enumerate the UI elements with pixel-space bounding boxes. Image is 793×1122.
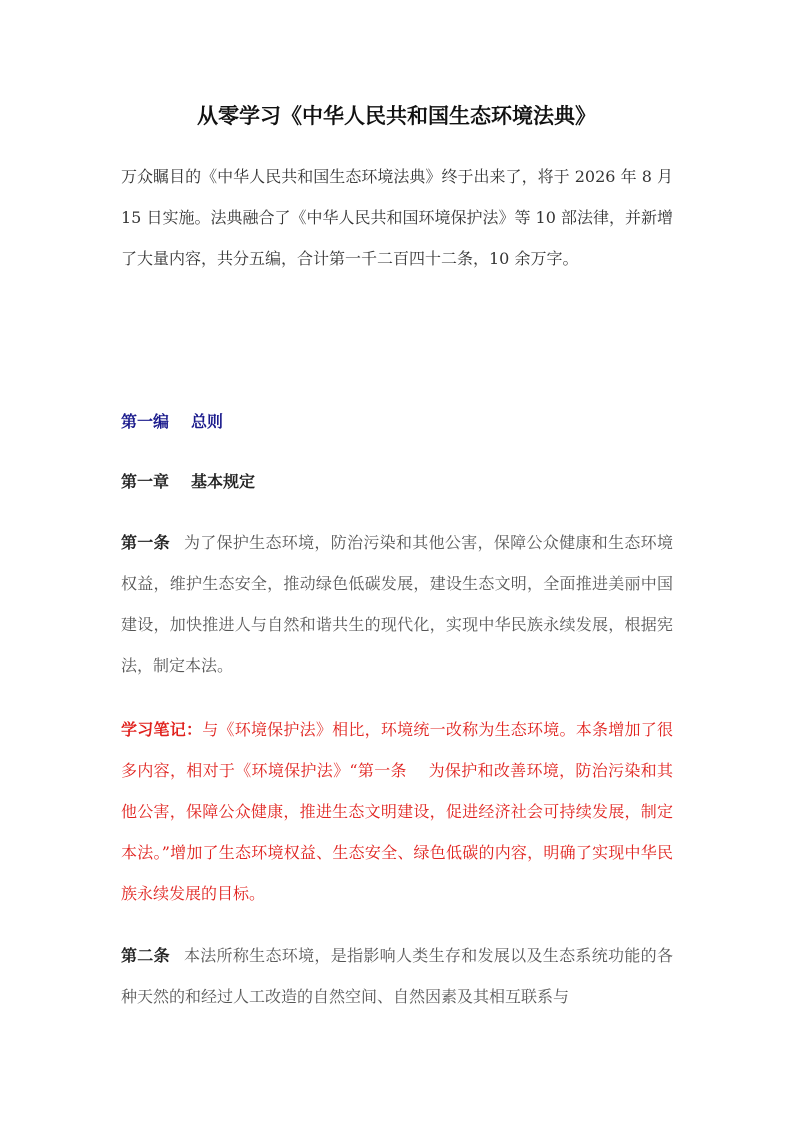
article-2-paragraph bbox=[121, 935, 673, 1017]
article-1-text: 为了保护生态环境，防治污染和其他公害，保障公众健康和生态环境权益，维护生态安全，推动绿色低碳发展，建设生态文明，全面推进美丽中国建设，加快推进人与自然和谐共生的现代化，实现中华民族永续发展，根据宪法，制定本法。 bbox=[121, 533, 673, 675]
article-1-paragraph bbox=[121, 522, 673, 686]
study-note-label: 学习笔记： bbox=[121, 720, 203, 739]
document-title: 从零学习《中华人民共和国生态环境法典》 bbox=[197, 104, 596, 128]
chapter-label: 第一章 bbox=[121, 472, 170, 491]
article-1-label: 第一条 bbox=[121, 533, 170, 552]
article-2-text: 本法所称生态环境，是指影响人类生存和发展以及生态系统功能的各种天然的和经过人工改造的自然空间、自然因素及其相互联系与 bbox=[121, 946, 673, 1006]
intro-paragraph: 万众瞩目的《中华人民共和国生态环境法典》终于出来了，将于 2026 年 8 月 15 日实施。法典融合了《中华人民共和国环境保护法》等 10 部法律，并新增了大量内容，共分五编，合计第一千二百四十二条，10 余万字。 bbox=[121, 167, 673, 268]
part-name: 总则 bbox=[191, 412, 224, 431]
chapter-name: 基本规定 bbox=[191, 472, 256, 491]
study-note-text: 与《环境保护法》相比，环境统一改称为生态环境。本条增加了很多内容，相对于《环境保护法》“第一条 为保护和改善环境，防治污染和其他公害，保障公众健康，推进生态文明建设，促进经济社会可持续发展，制定本法。”增加了生态环境权益、生态安全、绿色低碳的内容，明确了实现中华民族永续发展的目标。 bbox=[121, 720, 673, 903]
part-heading bbox=[121, 406, 223, 438]
study-note-paragraph bbox=[121, 709, 673, 914]
article-2-label: 第二条 bbox=[121, 946, 170, 965]
part-label: 第一编 bbox=[121, 412, 170, 431]
chapter-heading bbox=[121, 466, 255, 498]
